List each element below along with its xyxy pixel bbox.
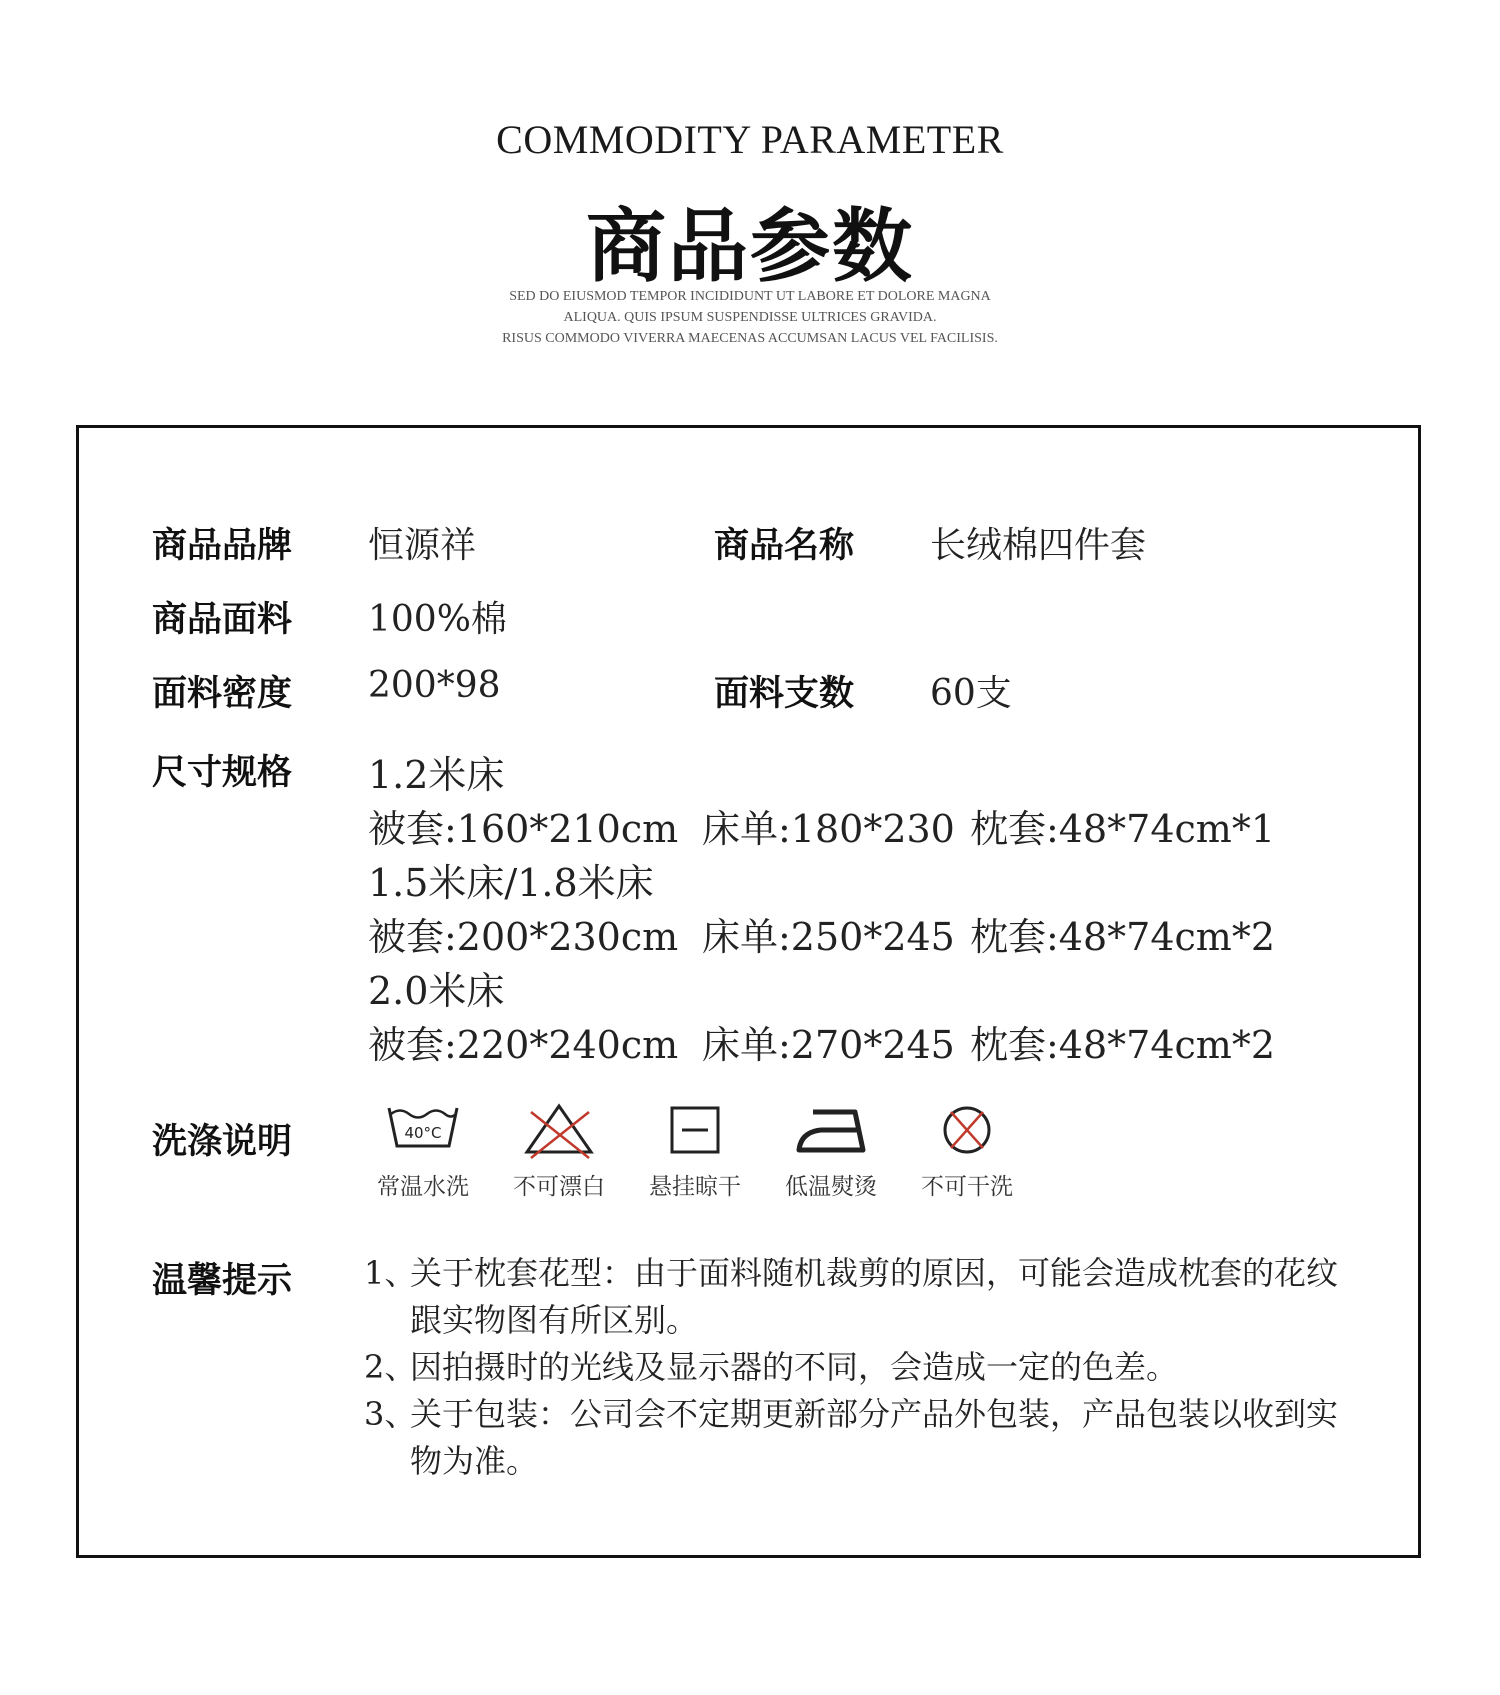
sheet-size: 床单:270*245 [702, 1023, 955, 1067]
tip-text: 关于包装：公司会不定期更新部分产品外包装，产品包装以收到实物为准。 [410, 1395, 1339, 1480]
subtext-line: RISUS COMMODO VIVERRA MAECENAS ACCUMSAN LACUS VEL FACILISIS. [502, 331, 998, 346]
size-spec-label: 尺寸规格 [152, 753, 293, 793]
english-title: COMMODITY PARAMETER [496, 117, 1004, 162]
tip-text: 因拍摄时的光线及显示器的不同，会造成一定的色差。 [410, 1348, 1179, 1386]
tip-number: 3、 [364, 1395, 417, 1433]
brand-label: 商品品牌 [152, 526, 293, 566]
product-name-label: 商品名称 [714, 526, 855, 566]
care-item-label: 悬挂晾干 [649, 1174, 741, 1200]
tip-item [364, 1344, 1354, 1391]
decorative-subtext [0, 286, 1500, 349]
care-label: 洗涤说明 [152, 1122, 293, 1162]
size-bed-line: 1.2米床 [368, 753, 505, 797]
quilt-size: 被套:160*210cm [368, 807, 679, 851]
fabric-value: 100%棉 [368, 599, 507, 640]
care-item [902, 1100, 1032, 1201]
tip-number: 2、 [364, 1348, 417, 1386]
chinese-title: 商品参数 [586, 199, 914, 293]
tip-item [364, 1250, 1354, 1344]
care-item [630, 1100, 760, 1201]
brand-value: 恒源祥 [368, 525, 477, 566]
line-dry-icon [655, 1100, 735, 1160]
pillow-size: 枕套:48*74cm*1 [970, 807, 1276, 851]
care-item-label: 不可漂白 [513, 1174, 605, 1200]
care-item-label: 低温熨烫 [785, 1174, 877, 1200]
density-label: 面料密度 [152, 674, 293, 714]
density-value: 200*98 [368, 665, 501, 706]
fabric-label: 商品面料 [152, 600, 293, 640]
care-item [494, 1100, 624, 1201]
product-name-value: 长绒棉四件套 [930, 525, 1147, 566]
wash-40c-icon [383, 1100, 463, 1160]
size-bed-line: 1.5米床/1.8米床 [368, 861, 654, 905]
size-detail-line [368, 906, 1298, 959]
pillow-size: 枕套:48*74cm*2 [970, 915, 1276, 959]
yarn-count-value: 60支 [930, 673, 1012, 714]
subtext-line: ALIQUA. QUIS IPSUM SUSPENDISSE ULTRICES GRAVIDA. [563, 310, 937, 325]
tip-text: 关于枕套花型：由于面料随机裁剪的原因，可能会造成枕套的花纹跟实物图有所区别。 [410, 1254, 1339, 1339]
tip-item [364, 1391, 1354, 1485]
size-bed-line: 2.0米床 [368, 969, 505, 1013]
wash-temp-text: 40°C [404, 1124, 442, 1142]
tip-number: 1、 [364, 1254, 417, 1292]
care-item [766, 1100, 896, 1201]
sheet-size: 床单:250*245 [702, 915, 955, 959]
tips-list [364, 1250, 1354, 1485]
tips-label: 温馨提示 [152, 1261, 293, 1301]
quilt-size: 被套:220*240cm [368, 1023, 679, 1067]
low-iron-icon [791, 1100, 871, 1160]
quilt-size: 被套:200*230cm [368, 915, 679, 959]
subtext-line: SED DO EIUSMOD TEMPOR INCIDIDUNT UT LABORE ET DOLORE MAGNA [509, 289, 991, 304]
sheet-size: 床单:180*230 [702, 807, 955, 851]
pillow-size: 枕套:48*74cm*2 [970, 1023, 1276, 1067]
care-item-label: 不可干洗 [921, 1174, 1013, 1200]
care-item [358, 1100, 488, 1201]
yarn-count-label: 面料支数 [714, 674, 855, 714]
no-bleach-icon [519, 1100, 599, 1160]
size-detail-line [368, 1014, 1298, 1067]
size-detail-line [368, 798, 1298, 851]
no-dry-clean-icon [927, 1100, 1007, 1160]
care-item-label: 常温水洗 [377, 1174, 469, 1200]
